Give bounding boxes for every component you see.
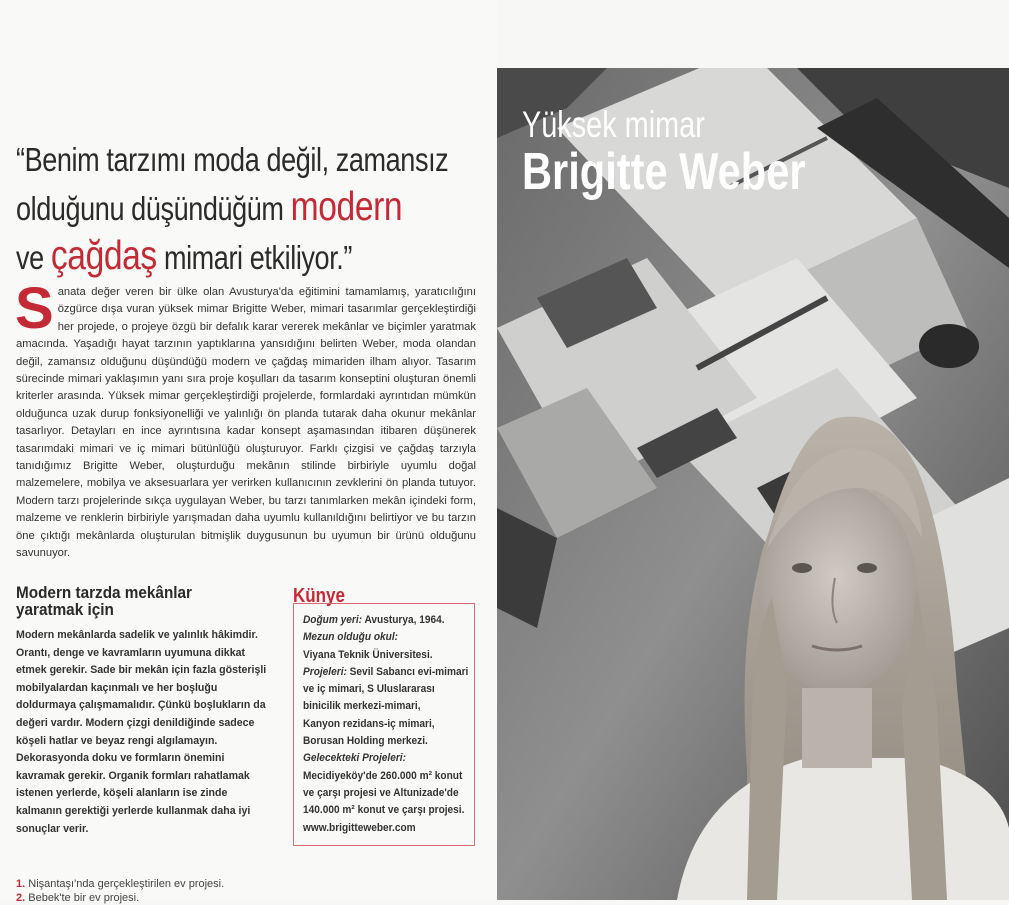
quote-part-3: ve [16,239,51,276]
future-line-2: ve çarşı projesi ve Altunizade'de [303,786,459,799]
projects-line-4: Kanyon rezidans-iç mimari, [303,717,435,730]
school-value: Viyana Teknik Üniversitesi. [303,648,433,661]
photo-captions [16,877,224,905]
photo-title [522,104,876,201]
article-body [15,276,476,563]
quote-highlight-modern: modern [290,183,403,229]
future-line-3: 140.000 m² konut ve çarşı projesi. [303,804,465,817]
kunye-box [293,603,475,846]
website-link[interactable]: www.brigitteweber.com [303,821,416,834]
projects-line-3: binicilik merkezi-mimari, [303,700,421,713]
future-line-1: Mecidiyeköy'de 260.000 m² konut [303,769,463,782]
photo-title-line-2: Brigitte Weber [522,143,806,201]
projects-label: Projeleri: [303,665,347,678]
future-label: Gelecekteki Projeleri: [303,752,406,765]
kunye-title: Künye [293,585,345,607]
drop-cap: S [15,276,54,341]
birth-value: Avusturya, 1964. [362,614,445,626]
caption-item [16,891,224,905]
quote-highlight-cagdas: çağdaş [50,232,157,278]
caption-number: 1. [16,878,26,890]
quote-part-4: mimari etkiliyor.” [156,239,353,276]
caption-text: Bebek'te bir ev projesi. [25,892,140,904]
sidebar-heading: Modern tarzda mekânlar yaratmak için [16,583,193,619]
quote-part-1: “Benim tarzımı moda değil, zamansız [16,141,449,178]
sidebar-text: Modern mekânlarda sadelik ve yalınlık hâkimdir. Orantı, denge ve kavramların uyumuna dikkat etmek gerekir. Sade bir mekân için fazla gösterişli mobilyalardan kaçınmalı ve her boşluğu doldurmaya çalışmamalıdır. Çünkü boşlukların da değeri vardır. Modern çizgi denildiğinde sadece köşeli hatlar ve beyaz rengi algılamayın. Dekorasyonda doku ve formların önemini kavramak gerekir. Organik formları rahatlamak istenen yerlerde, köşeli alanların ise zinde kalmanın gerektiği yerlerde kullanmak daha iyi sonuçlar verir. [16,629,267,835]
article-text: anata değer veren bir ülke olan Avusturya'da eğitimini tamamlamış, yaratıcılığını özgürce dışa vuran yüksek mimar Brigitte Weber, mimari tasarımlar gerçekleştirdiği her projede, o projeye özgü bir defalık karar vererek mekânlar ve biçimler yaratmak amacında. Yaşadığı hayat tarzının yaptıklarına yansıdığını belirten Weber, moda olandan değil, zamansız olduğunu düşündüğü modern ve çağdaş mimariden ilham alıyor. Tasarım sürecinde mimari yaklaşımın yanı sıra proje koşulları da tasarım konseptini oluşturan önemli kriterler arasında. Yüksek mimar gerçekleştirdiği projelerde, formlardaki ayrıntıdan mümkün olduğunca uzak durup fonksiyonelliği ve yalınlığı ön planda tutarak daha okunur mekânlar tasarlıyor. Detayları en ince ayrıntısına kadar konsept aşamasından itibaren düşünerek tasarımdaki mimari ve iç mimari bütünlüğü oluşturuyor. Farklı çizgisi ve çağdaş tarzıyla tanıdığımız Brigitte Weber, oluşturduğu mekânın stilinde birbiriyle uyumlu doğal malzemelere, mobilya ve aksesuarlara yer verirken kullanıcının zevklerini ön planda tutuyor. Modern tarzı projelerinde sıkça uygulayan Weber, bu tarzı tanımlarken mekân içindeki form, malzeme ve renklerin birbiriyle yarışmadan daha uyumlu kullanıldığını belirtiyor ve bu tarzın öne çıktığı mekânlarda oluşturulan bitmişlik duygusunun bu uyumun bir ürünü olduğunu savunuyor. [16,286,476,560]
quote-part-2: olduğunu düşündüğüm [16,190,291,227]
caption-text: Nişantaşı'nda gerçekleştirilen ev projesi. [25,878,225,890]
caption-number: 2. [16,892,26,904]
projects-line-1: Sevil Sabancı evi-mimari [346,665,469,678]
pull-quote [16,136,475,281]
school-label: Mezun olduğu okul: [303,631,399,644]
photo-title-line-1: Yüksek mimar [522,104,705,145]
projects-line-2: ve iç mimari, S Uluslararası [303,683,435,696]
projects-line-5: Borusan Holding merkezi. [303,735,428,748]
caption-item [16,877,224,891]
birth-label: Doğum yeri: [303,614,363,626]
